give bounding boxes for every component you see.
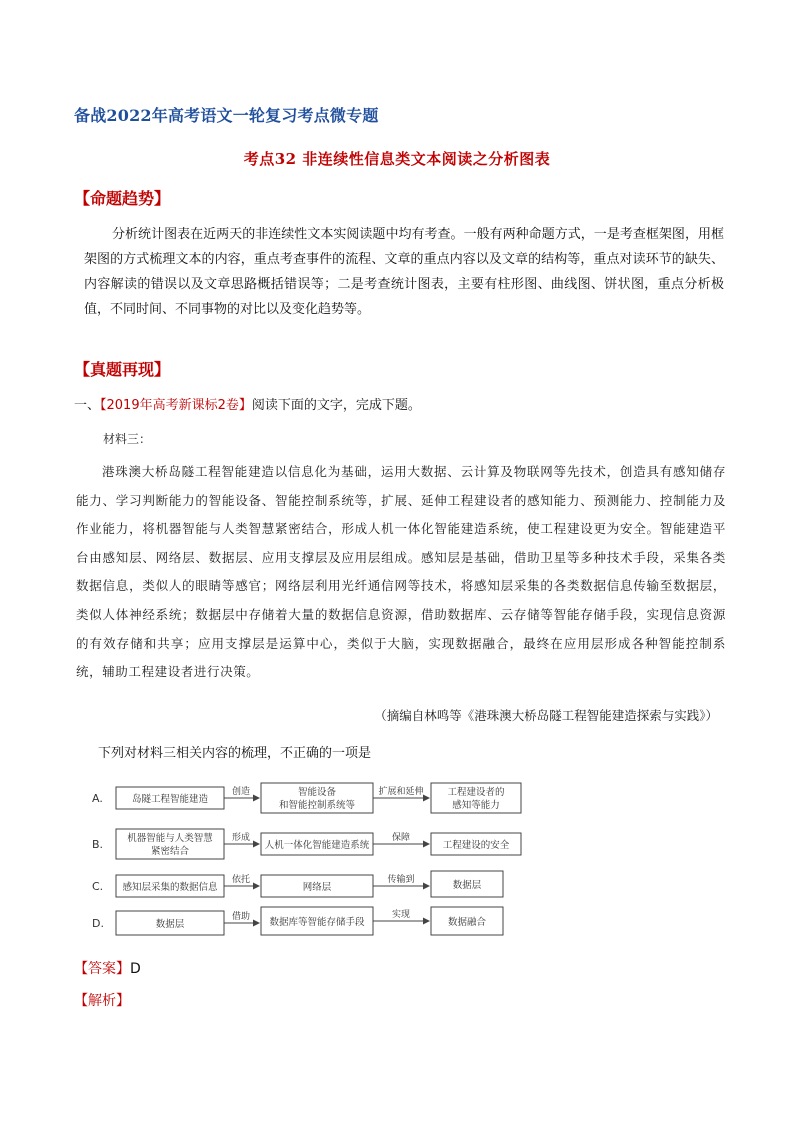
option-d-box3-text: 数据融合 <box>447 917 487 928</box>
material-label: 材料三： <box>103 432 152 446</box>
option-c-box3-text: 数据层 <box>452 880 482 891</box>
options-diagram <box>88 775 548 945</box>
question-text: 阅读下面的文字，完成下题。 <box>251 398 421 413</box>
option-b-box3-text: 工程建设的安全 <box>442 840 510 851</box>
citation: （摘编自林鸣等《港珠澳大桥岛隧工程智能建造探索与实践》） <box>374 708 718 723</box>
option-a-box3-line1: 工程建设者的 <box>447 787 505 798</box>
option-a-letter: A. <box>92 792 103 805</box>
question-source: 【2019年高考新课标2卷】 <box>100 398 252 413</box>
option-a-arrow1-label: 创造 <box>231 787 251 797</box>
series-title: 备战2022年高考语文一轮复习考点微专题 <box>74 106 379 125</box>
answer-value: D <box>130 961 141 977</box>
option-a-box2-line1: 智能设备 <box>297 787 337 798</box>
answer-label: 【答案】 <box>74 961 130 977</box>
option-b-box1-line2: 紧密结合 <box>150 846 190 857</box>
option-b-arrow2-label: 保障 <box>391 833 411 843</box>
option-c-box1-text: 感知层采集的数据信息 <box>122 882 218 893</box>
option-c-box2-text: 网络层 <box>302 882 332 893</box>
option-d-arrow1-label: 借助 <box>231 912 251 922</box>
option-d-letter: D. <box>92 917 104 930</box>
option-a-box2-line2: 和智能控制系统等 <box>278 800 356 811</box>
option-b-arrow1-label: 形成 <box>231 833 251 843</box>
option-d-box2-text: 数据库等智能存储手段 <box>269 917 365 928</box>
question-line <box>74 394 421 413</box>
topic-title: 考点32 非连续性信息类文本阅读之分析图表 <box>243 150 551 168</box>
answer-line <box>74 958 141 978</box>
option-c-arrow2-label: 传输到 <box>387 875 415 885</box>
option-a-box3-line2: 感知等能力 <box>452 800 500 811</box>
option-d-box1-text: 数据层 <box>155 919 185 930</box>
trend-paragraph: 分析统计图表在近两天的非连续性文本实阅读题中均有考查。一般有两种命题方式，一是考查框架图，用框架图的方式梳理文本的内容，重点考查事件的流程、文章的重点内容以及文章的结构等，重点对读环节的缺失、内容解读的错误以及文章思路概括错误等；二是考查统计图表，主要有柱形图、曲线图、饼状图，重点分析极值，不同时间、不同事物的对比以及变化趋势等。 <box>84 227 724 317</box>
option-b-letter: B. <box>92 838 104 851</box>
option-a-arrow2-label: 扩展和延伸 <box>378 787 424 797</box>
analysis-label: 【解析】 <box>74 993 130 1009</box>
option-b-box1-line1: 机器智能与人类智慧 <box>127 833 213 844</box>
trend-heading: 【命题趋势】 <box>74 189 171 208</box>
material-text: 港珠澳大桥岛隧工程智能建造以信息化为基础，运用大数据、云计算及物联网等先技术，创造具有感知储存能力、学习判断能力的智能设备、智能控制系统等，扩展、延伸工程建设者的感知能力、预测能力、控制能力及作业能力，将机器智能与人类智慧紧密结合，形成人机一体化智能建造系统，使工程建设更为安全。智能建造平台由感知层、网络层、数据层、应用支撑层及应用层组成。感知层是基础，借助卫星等多种技术手段，采集各类数据信息，类似人的眼睛等感官；网络层利用光纤通信网等技术，将感知层采集的各类数据信息传输至数据层，类似人体神经系统；数据层中存储着大量的数据信息资源，借助数据库、云存储等智能存储手段，实现信息资源的有效存储和共享；应用支撑层是运算中心，类似于大脑，实现数据融合，最终在应用层形成各种智能控制系统，辅助工程建设者进行决策。 <box>76 464 726 680</box>
option-c-arrow1-label: 依托 <box>231 875 251 885</box>
option-b-box2-text: 人机一体化智能建造系统 <box>264 840 370 851</box>
question-prompt: 下列对材料三相关内容的梳理，不正确的一项是 <box>98 746 372 761</box>
option-c-letter: C. <box>92 880 104 893</box>
real-questions-heading: 【真题再现】 <box>74 360 171 379</box>
question-prefix: 一、 <box>74 398 101 413</box>
option-d-arrow2-label: 实现 <box>391 910 411 920</box>
option-a-box1-text: 岛隧工程智能建造 <box>131 794 209 805</box>
